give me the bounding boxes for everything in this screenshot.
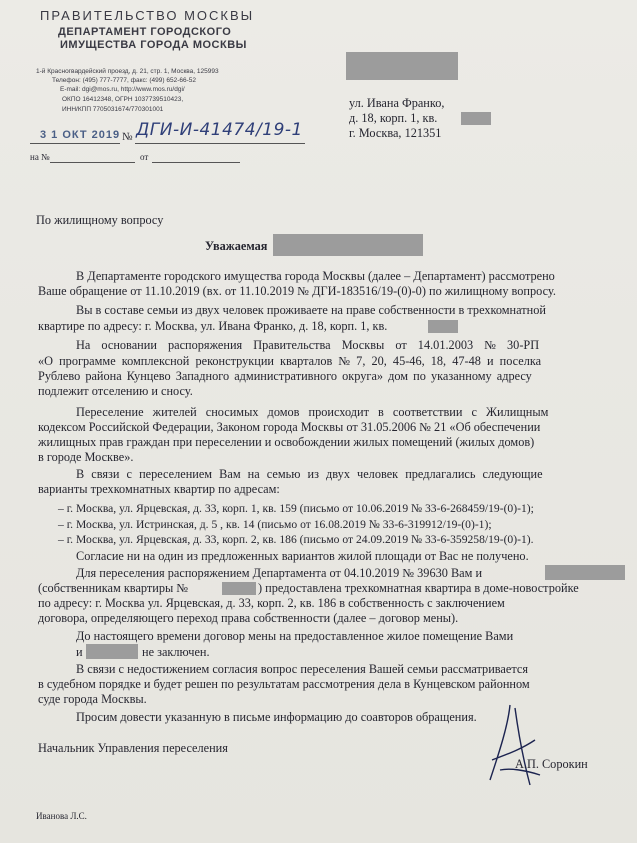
na-label: на № [30,152,50,162]
number-label: № [122,131,133,143]
paragraph-4-line-1: Переселение жителей сносимых домов происходит в соответствии с Жилищным [76,405,549,419]
dept-name-line2: ИМУЩЕСТВА ГОРОДА МОСКВЫ [60,39,247,51]
paragraph-3-line-2: «О программе комплексной реконструкции кварталов № 7, 20, 45-46, 18, 47-48 и поселка [38,354,542,368]
recipient-line2: д. 18, корп. 1, кв. [349,111,438,125]
recipient-line1: ул. Ивана Франко, [349,96,445,110]
paragraph-6: Согласие ни на один из предложенных вариантов жилой площади от Вас не получено. [76,549,529,563]
paragraph-10: Просим довести указанную в письме информацию до соавторов обращения. [76,710,477,724]
ot-underline [152,162,240,163]
paragraph-8-line-2a: и [76,645,83,659]
executor-name: Иванова Л.С. [36,811,87,821]
dept-okpo: ОКПО 16412348, ОГРН 1037739510423, [62,96,184,103]
paragraph-9-line-3: суде города Москвы. [38,692,147,706]
redacted-co-owner-name-2 [86,644,138,659]
salutation: Уважаемая [205,239,268,253]
redacted-recipient-name [346,52,458,80]
paragraph-5-line-2: варианты трехкомнатных квартир по адресам: [38,482,280,496]
paragraph-3-line-4: подлежит отселению и сносу. [38,384,193,398]
ot-label: от [140,152,149,162]
dept-phone: Телефон: (495) 777-7777, факс: (499) 652-66-52 [52,77,196,84]
number-underline [135,143,305,144]
redacted-addressee-name [273,234,423,256]
redacted-apartment [461,112,491,125]
paragraph-2-line-2: квартире по адресу: г. Москва, ул. Ивана Франко, д. 18, корп. 1, кв. [38,319,388,333]
paragraph-3-line-1: На основании распоряжения Правительства Москвы от 14.01.2003 № 30-РП [76,338,540,352]
paragraph-1-line-2: Ваше обращение от 11.10.2019 (вх. от 11.10.2019 № ДГИ-183516/19-(0)-0) по жилищному вопросу. [38,284,556,298]
paragraph-4-line-4: в городе Москве». [38,450,134,464]
dept-inn: ИНН/КПП 7705031674/770301001 [62,106,164,113]
paragraph-8-line-2b: не заключен. [142,645,210,659]
paragraph-7-line-4: договора, определяющего переход права собственности (далее – договор мены). [38,611,459,625]
handwritten-signature [480,700,550,790]
paragraph-4-line-3: жилищных прав граждан при переселении и освобождении жилых помещений (жилых домов) [38,435,535,449]
na-underline [50,162,135,163]
paragraph-4-line-2: кодексом Российской Федерации, Законом города Москвы от 31.05.2006 № 21 «Об обеспечении [38,420,541,434]
signatory-title: Начальник Управления переселения [38,741,228,755]
variant-2: – г. Москва, ул. Истринская, д. 5 , кв. 14 (письмо от 16.08.2019 № 33-6-319912/19-(0)-1); [58,518,492,531]
paragraph-8-line-1: До настоящего времени договор мены на предоставленное жилое помещение Вами [76,629,514,643]
paragraph-2-line-1: Вы в составе семьи из двух человек проживаете на праве собственности в трехкомнатной [76,303,546,317]
paragraph-9-line-1: В связи с недостижением согласия вопрос переселения Вашей семьи рассматривается [76,662,528,676]
org-name: ПРАВИТЕЛЬСТВО МОСКВЫ [40,8,255,23]
redacted-apartment-3 [222,582,256,595]
paragraph-5-line-1: В связи с переселением Вам на семью из двух человек предлагались следующие [76,467,543,481]
date-underline [30,143,120,144]
subject: По жилищному вопросу [36,213,164,227]
paragraph-7-line-2b: ) предоставлена трехкомнатная квартира в доме-новостройке [258,581,579,595]
signatory-name: А.П. Сорокин [515,757,588,771]
variant-3: – г. Москва, ул. Ярцевская, д. 33, корп. 2, кв. 186 (письмо от 24.09.2019 № 33-6-359258/19-(0)-1). [58,533,534,546]
paragraph-9-line-2: в судебном порядке и будет решен по результатам рассмотрения дела в Кунцевском районном [38,677,530,691]
paragraph-3-line-3: Рублево района Кунцево Западного административного округа» дом по указанному адресу [38,369,532,383]
redacted-apartment-2 [428,320,458,333]
dept-name-line1: ДЕПАРТАМЕНТ ГОРОДСКОГО [58,26,232,38]
registration-date-stamp: 3 1 ОКТ 2019 [40,129,121,141]
paragraph-7-line-1: Для переселения распоряжением Департамента от 04.10.2019 № 39630 Вам и [76,566,483,580]
paragraph-1-line-1: В Департаменте городского имущества города Москвы (далее – Департамент) рассмотрено [76,269,555,283]
paragraph-7-line-2a: (собственникам квартиры № [38,581,189,595]
dept-address: 1-й Красногвардейский проезд, д. 21, стр. 1, Москва, 125993 [36,68,219,75]
recipient-line3: г. Москва, 121351 [349,126,442,140]
paragraph-7-line-3: по адресу: г. Москва ул. Ярцевская, д. 33, корп. 2, кв. 186 в собственность с заключением [38,596,505,610]
redacted-co-owner-name [545,565,625,580]
variant-1: – г. Москва, ул. Ярцевская, д. 33, корп. 1, кв. 159 (письмо от 10.06.2019 № 33-6-268459/19-(0)-1); [58,502,534,515]
dept-email: E-mail: dgi@mos.ru, http://www.mos.ru/dgi/ [60,86,185,93]
registration-number: ДГИ-И-41474/19-1 [136,120,303,140]
